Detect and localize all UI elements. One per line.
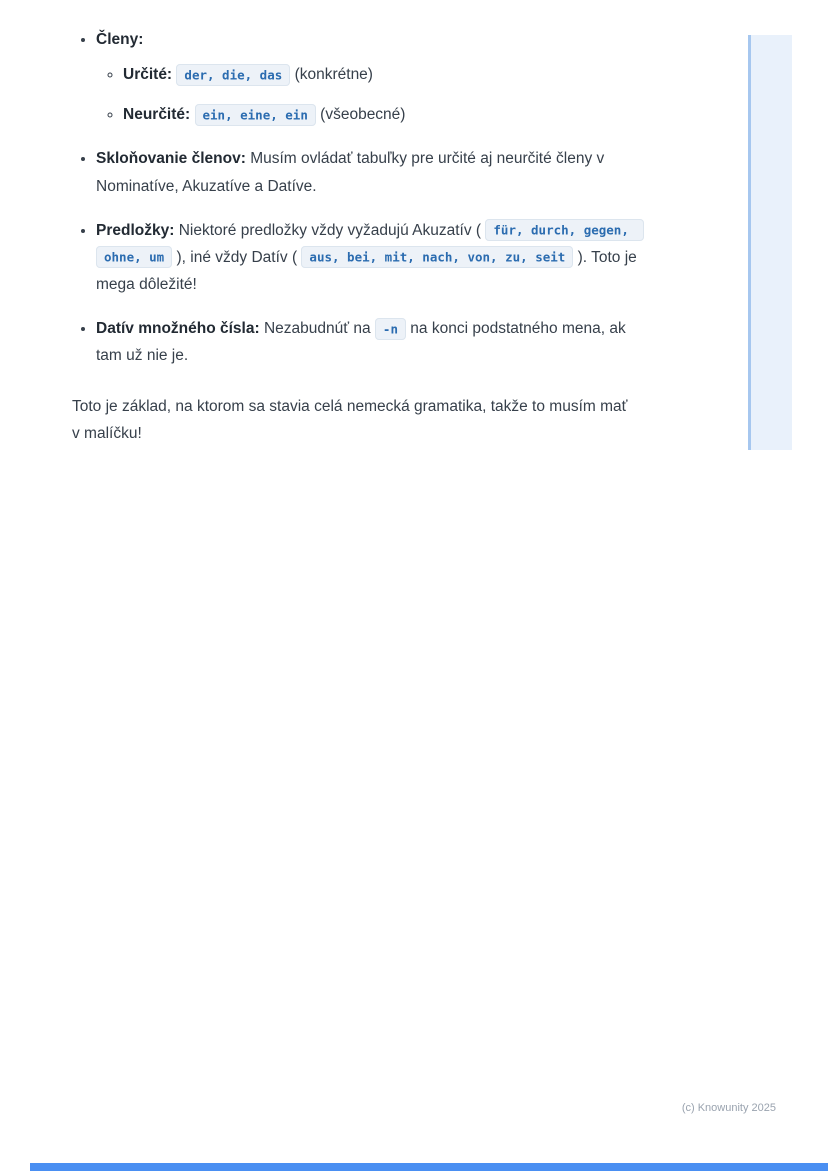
- list-item-urcite: [123, 61, 638, 88]
- item-text: ). Toto je mega dôležité!: [96, 248, 637, 293]
- copyright: (c) Knowunity 2025: [681, 1102, 776, 1114]
- bullet-list: [72, 26, 638, 369]
- item-text: Musím ovládať tabuľky pre určité aj neurčité členy v Nominatíve, Akuzatíve a Datíve.: [96, 150, 605, 195]
- item-text: (všeobecné): [315, 106, 406, 124]
- inline-code: ein, eine, ein: [195, 104, 316, 126]
- item-text: na konci podstatného mena, ak tam už nie je.: [96, 320, 626, 365]
- inline-code: -n: [375, 318, 406, 340]
- closing-paragraph: Toto je základ, na ktorom sa stavia celá nemecká gramatika, takže to musím mať v malíčku!: [72, 398, 628, 443]
- item-text: Niektoré predložky vždy vyžadujú Akuzatív (: [174, 221, 486, 239]
- inline-code: für, durch, gegen, ohne, um: [96, 219, 644, 268]
- list-item-neurcite: [123, 101, 638, 128]
- list-item-cleny: [96, 26, 638, 128]
- item-label: Predložky:: [96, 221, 175, 239]
- inline-code: aus, bei, mit, nach, von, zu, seit: [301, 246, 573, 268]
- item-text: (konkrétne): [290, 66, 373, 84]
- item-label: Určité:: [123, 66, 173, 84]
- bottom-bar: [30, 1163, 828, 1171]
- item-label: Členy:: [96, 31, 144, 48]
- list-item-predlozky: [96, 217, 638, 298]
- list-item-sklonovanie: [96, 145, 638, 199]
- list-item-dativ: [96, 315, 638, 369]
- sub-list: [96, 61, 638, 128]
- item-label: Neurčité:: [123, 106, 191, 124]
- side-panel: [748, 35, 792, 450]
- item-label: Datív množného čísla:: [96, 320, 260, 337]
- item-text: Nezabudnúť na: [259, 320, 375, 337]
- inline-code: der, die, das: [176, 64, 290, 86]
- item-label: Skloňovanie členov:: [96, 150, 246, 168]
- document-body: [72, 26, 638, 448]
- item-text: ), iné vždy Datív (: [172, 248, 302, 266]
